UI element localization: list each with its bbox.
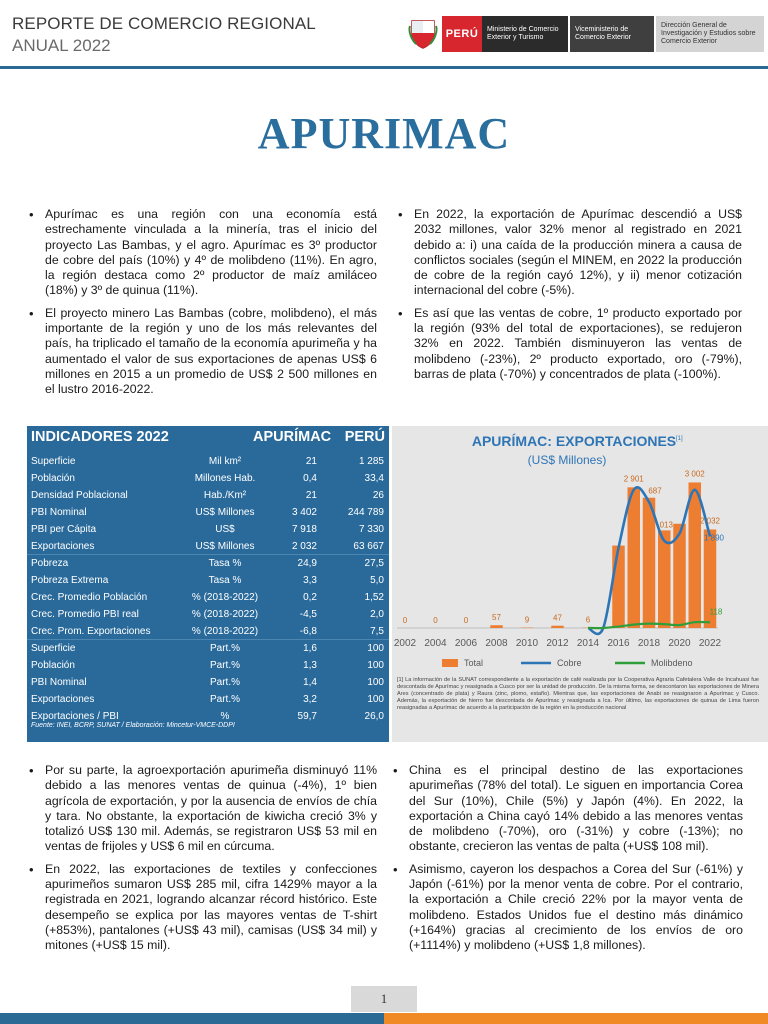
bar-2012 — [551, 626, 564, 628]
indicator-apurimac-value: 0,4 — [303, 473, 317, 484]
indicator-peru-value: 2,0 — [370, 609, 384, 620]
indicator-unit: US$ Millones — [195, 507, 255, 518]
indicators-col-apurimac: APURÍMAC — [253, 429, 332, 445]
indicator-apurimac-value: 3,2 — [303, 694, 317, 705]
indicator-peru-value: 26 — [372, 490, 384, 501]
bar-2021 — [688, 482, 701, 628]
indicator-apurimac-value: 3 402 — [291, 507, 317, 518]
indicator-apurimac-value: 59,7 — [297, 711, 317, 722]
legend-swatch-total — [442, 659, 458, 667]
indicator-row — [27, 623, 389, 640]
indicator-apurimac-value: 21 — [305, 456, 317, 467]
institution-logos — [404, 16, 764, 52]
indicator-name: Pobreza Extrema — [31, 575, 109, 586]
indicator-name: Exportaciones — [31, 694, 95, 705]
x-tick-label: 2010 — [515, 638, 539, 649]
bullet-paragraph: • El proyecto minero Las Bambas (cobre, molibdeno), el más importante de la región y uno de los más relevantes del país, ha triplicado el tamaño de la economía apurimeña y ha aumentado el valor de sus exportaciones de apenas US$ 6 millones en 2015 a un promedio de US$ 2 500 millones en el lustro 2016-2022. — [27, 306, 377, 398]
data-label: 013 — [659, 520, 673, 530]
indicator-unit: Tasa % — [208, 575, 242, 586]
indicator-peru-value: 1 285 — [358, 456, 384, 467]
indicator-unit: Mil km² — [208, 456, 242, 467]
indicator-peru-value: 5,0 — [370, 575, 384, 586]
indicator-name: Exportaciones — [31, 541, 95, 552]
indicator-name: PBI Nominal — [31, 677, 87, 688]
data-label: 118 — [709, 607, 723, 617]
indicator-name: Densidad Poblacional — [31, 490, 128, 501]
indicator-apurimac-value: 0,2 — [303, 592, 317, 603]
indicator-row — [27, 521, 389, 538]
chart-title: APURÍMAC: EXPORTACIONES — [471, 433, 677, 449]
indicator-unit: US$ Millones — [195, 541, 255, 552]
indicator-name: Pobreza — [31, 558, 69, 569]
bullet-paragraph: • China es el principal destino de las exportaciones apurimeñas (78% del total). Le siguen en importancia Corea del Sur (10%), Chile (5%) y Japón (4%). En 2022, la exportación a China cayó 14% debido a las menores ventas de molibdeno (-70%), oro (-31%) y cobre (-13%); no obstante, crecieron las ventas de palta (+US$ 108 mil). — [391, 763, 743, 855]
indicator-unit: % (2018-2022) — [191, 592, 259, 603]
x-tick-label: 2016 — [607, 638, 630, 649]
indicators-col-peru: PERÚ — [344, 429, 385, 445]
legend-label-cobre: Cobre — [557, 658, 582, 668]
data-label: 1 890 — [703, 533, 725, 543]
indicator-apurimac-value: -6,8 — [299, 626, 317, 637]
indicator-peru-value: 7 330 — [358, 524, 384, 535]
data-label: 57 — [492, 613, 501, 623]
data-label: 0 — [433, 616, 438, 625]
bullet-paragraph: • En 2022, la exportación de Apurímac descendió a US$ 2032 millones, valor 32% menor al registrado en 2021 debido a: i) una caída de la producción minera a causa de conflictos sociales (según el MINEM, en 2022 la producción de cobre de la región cayó 12%), y ii) menor cotización internacional del cobre (-5%). — [396, 207, 742, 299]
indicator-apurimac-value: -4,5 — [299, 609, 317, 620]
indicator-peru-value: 100 — [367, 643, 384, 654]
data-label: 2 901 — [623, 474, 644, 484]
dgiece-logo: Dirección General de Investigación y Estudios sobre Comercio Exterior — [656, 16, 764, 52]
data-label: 47 — [553, 613, 562, 623]
indicators-panel — [27, 426, 389, 742]
x-tick-label: 2006 — [454, 638, 478, 649]
indicator-unit: % (2018-2022) — [191, 626, 259, 637]
peru-logo: PERÚ — [442, 16, 482, 52]
column-left-bottom — [27, 763, 377, 961]
data-label: 3 002 — [684, 469, 705, 479]
indicator-unit: US$ — [215, 524, 235, 535]
page-number: 1 — [351, 986, 417, 1012]
bar-2018 — [643, 498, 656, 628]
indicator-name: Crec. Promedio PBI real — [31, 609, 139, 620]
indicator-name: Población — [31, 660, 75, 671]
column-right-top — [396, 207, 742, 389]
indicator-name: Población — [31, 473, 75, 484]
mincetur-logo: Ministerio de Comercio Exterior y Turismo — [482, 16, 568, 52]
indicator-unit: % — [220, 711, 230, 722]
indicator-row — [27, 487, 389, 504]
data-label: 0 — [402, 616, 408, 625]
indicator-row — [27, 691, 389, 708]
legend-label-molibdeno: Molibdeno — [651, 658, 693, 668]
data-label: 687 — [648, 486, 662, 496]
chart-title-superscript: [1] — [676, 436, 683, 442]
indicator-row — [27, 504, 389, 521]
indicator-peru-value: 27,5 — [364, 558, 384, 569]
indicator-unit: Hab./Km² — [203, 490, 247, 501]
column-left-top — [27, 207, 377, 405]
x-tick-label: 2008 — [485, 638, 508, 649]
indicator-name: PBI per Cápita — [31, 524, 97, 535]
indicators-footnote: Fuente: INEI, BCRP, SUNAT / Elaboración: Mincetur-VMCE-DDPI — [31, 722, 235, 729]
indicator-peru-value: 33,4 — [364, 473, 384, 484]
x-tick-label: 2014 — [576, 638, 600, 649]
x-tick-label: 2002 — [393, 638, 417, 649]
data-label: 0 — [463, 616, 469, 625]
indicator-apurimac-value: 3,3 — [303, 575, 317, 586]
indicator-row — [27, 589, 389, 606]
indicator-unit: Part.% — [209, 694, 240, 705]
indicator-peru-value: 26,0 — [364, 711, 384, 722]
indicator-peru-value: 1,52 — [364, 592, 384, 603]
bar-2016 — [612, 546, 625, 628]
indicator-row — [27, 470, 389, 487]
indicator-peru-value: 244 789 — [347, 507, 384, 518]
indicator-row — [27, 674, 389, 691]
indicator-row — [27, 657, 389, 674]
report-title: REPORTE DE COMERCIO REGIONAL — [12, 14, 316, 33]
vmce-logo: Viceministerio de Comercio Exterior — [570, 16, 654, 52]
column-right-bottom — [391, 763, 743, 961]
data-label: 9 — [524, 615, 530, 625]
bullet-paragraph: • En 2022, las exportaciones de textiles y confecciones apurimeños sumaron US$ 285 mil, cifra 1429% mayor a la registrada en 2021, logrando alcanzar récord histórico. Este desempeño se explica por las mayores ventas de T-shirt (+853%), pantalones (+US$ 43 mil), camisas (US$ 34 mil) y mitones (+US$ 15 mil). — [27, 862, 377, 954]
peru-shield-icon — [404, 16, 442, 52]
chart-subtitle: (US$ Millones) — [527, 453, 607, 467]
bar-2017 — [627, 487, 640, 628]
indicator-row — [27, 640, 389, 657]
indicator-peru-value: 100 — [367, 694, 384, 705]
x-tick-label: 2018 — [637, 638, 661, 649]
indicator-apurimac-value: 7 918 — [291, 524, 317, 535]
chart-note: [1] La información de la SUNAT correspondiente a la exportación de café realizada por la Cooperativa Agraria Cafetalera Valle de Incahuasi fue descontada de Apurímac y reasignada a Cusco por ser la unidad de producción. De la misma forma, se descontaron las exportaciones de Minera Ares (concentrado de plata) y Raura (zinc, plomo, estaño). Mientras que, las exportaciones de Anabi se reasignaron a Apurímac y Cusco. Además, la exportación de hierro fue descontada de Apurímac y reasignada a Ica. Por último, las exportaciones de quinua de Lima fueron reasignadas a Apurímac de acuerdo a la participación de la región en la producción nacional — [397, 677, 759, 711]
indicator-apurimac-value: 2 032 — [291, 541, 317, 552]
indicator-unit: Part.% — [209, 660, 240, 671]
bullet-paragraph: • Por su parte, la agroexportación apurimeña disminuyó 11% debido a las menores ventas de quinua (-4%), 1º bien agrícola de exportación, y por la ausencia de envíos de chía y tara. No obstante, la exportación de kiwicha creció 3% y totalizó US$ 130 mil. Además, se registraron US$ 53 mil en ventas de frijoles y US$ 6 mil en cúrcuma. — [27, 763, 377, 855]
indicator-peru-value: 100 — [367, 677, 384, 688]
x-tick-label: 2022 — [698, 638, 722, 649]
indicator-unit: Millones Hab. — [194, 473, 256, 484]
bullet-paragraph: • Es así que las ventas de cobre, 1º producto exportado por la región (93% del total de exportaciones), se redujeron 32% en 2022. También disminuyeron las ventas de molibdeno (-23%), 2º producto exportado, oro (-79%), barras de plata (-70%) y concentrados de plata (-100%). — [396, 306, 742, 382]
indicator-unit: Part.% — [209, 643, 240, 654]
indicator-name: Superficie — [31, 456, 76, 467]
indicators-title: INDICADORES 2022 — [31, 429, 169, 445]
data-label: 2 032 — [699, 516, 721, 526]
indicator-peru-value: 63 667 — [353, 541, 384, 552]
indicator-row — [27, 555, 389, 572]
indicator-name: Crec. Promedio Población — [31, 592, 148, 603]
indicator-name: Crec. Prom. Exportaciones — [31, 626, 151, 637]
bullet-paragraph: • Asimismo, cayeron los despachos a Corea del Sur (-61%) y Japón (-61%) por la menor venta de cobre. Por el contrario, la exportación a Chile creció 22% por la mayor venta de molibdeno. Estados Unidos fue el destino más dinámico (+164%) gracias al crecimiento de los envíos de oro (+1114%) y molibdeno (+US$ 1,8 millones). — [391, 862, 743, 954]
x-tick-label: 2012 — [546, 638, 569, 649]
indicator-peru-value: 100 — [367, 660, 384, 671]
indicator-peru-value: 7,5 — [370, 626, 384, 637]
indicator-apurimac-value: 24,9 — [297, 558, 317, 569]
exports-chart — [392, 426, 768, 742]
bar-2008 — [490, 625, 503, 628]
data-label: 6 — [585, 615, 591, 625]
page-title: APURIMAC — [257, 109, 511, 158]
indicator-unit: Tasa % — [208, 558, 242, 569]
indicator-row — [27, 572, 389, 589]
report-subtitle: ANUAL 2022 — [12, 36, 111, 55]
bullet-paragraph: • Apurímac es una región con una economía está estrechamente vinculada a la minería, tras el inicio del proyecto Las Bambas, y el agro. Apurímac es 3º productor de cobre del país (10%) y 4º de molibdeno (11%). En agro, la región destaca como 2º productor de maíz amiláceo (18%) y 3º de quinua (11%). — [27, 207, 377, 299]
header-divider — [0, 66, 768, 69]
indicator-unit: % (2018-2022) — [191, 609, 259, 620]
x-tick-label: 2004 — [424, 638, 447, 649]
indicator-apurimac-value: 1,4 — [303, 677, 317, 688]
indicator-name: Superficie — [31, 643, 76, 654]
indicator-row — [27, 453, 389, 470]
bar-2019 — [658, 530, 671, 628]
x-tick-label: 2020 — [668, 638, 691, 649]
indicator-name: Exportaciones / PBI — [31, 711, 119, 722]
indicator-apurimac-value: 1,3 — [303, 660, 317, 671]
indicators-table — [27, 453, 389, 725]
footer-bar — [0, 1013, 768, 1024]
indicator-unit: Part.% — [209, 677, 240, 688]
indicator-row — [27, 538, 389, 555]
legend-label-total: Total — [464, 658, 484, 668]
indicator-name: PBI Nominal — [31, 507, 87, 518]
indicator-apurimac-value: 1,6 — [303, 643, 317, 654]
indicator-apurimac-value: 21 — [305, 490, 317, 501]
indicator-row — [27, 606, 389, 623]
indicators-header — [27, 429, 389, 451]
